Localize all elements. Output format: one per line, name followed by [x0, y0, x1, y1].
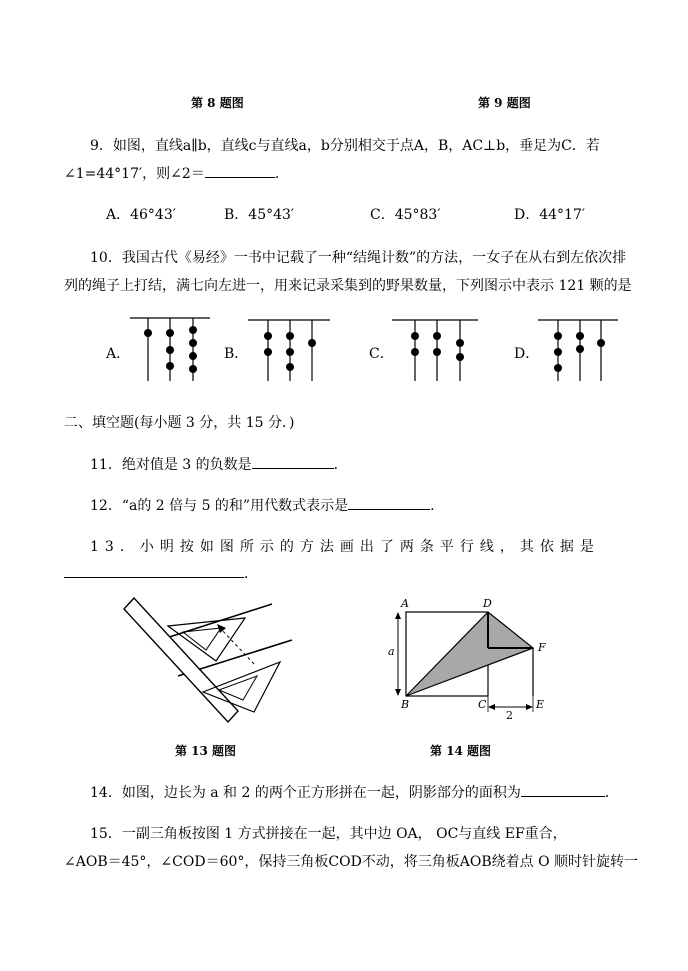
fig14-label-d: D — [483, 597, 492, 610]
q14-end: ． — [604, 785, 619, 801]
q9-option-b: B．45°43′ — [224, 207, 295, 223]
fig14-label-f: F — [538, 641, 546, 654]
q11-text: 11．绝对值是 3 的负数是 — [90, 457, 252, 473]
q10-line2: 列的绳子上打结，满七向左进一，用来记录采集到的野果数量，下列图示中表示 121 颗的是 — [64, 278, 632, 294]
q13-end: ． — [244, 566, 258, 582]
section-2-heading: 二、填空题(每小题 3 分，共 15 分．) — [64, 415, 295, 431]
fig14-label-a: A — [401, 597, 409, 610]
q9-line2-end: ． — [274, 166, 289, 182]
q9-option-d: D．44°17′ — [514, 207, 586, 223]
fig14-label-b: B — [401, 698, 410, 711]
fig14-label-e: E — [536, 698, 545, 711]
fig14-label-c: C — [478, 698, 487, 711]
q14-answer-blank — [521, 796, 605, 797]
q9-option-a: A．46°43′ — [106, 207, 176, 223]
q14-text: 14．如图，边长为 a 和 2 的两个正方形拼在一起，阴影部分的面积为 — [90, 785, 521, 801]
q10-option-a-label: A． — [106, 346, 131, 362]
q12-end: ． — [430, 498, 445, 514]
q15-line2: ∠AOB＝45°，∠COD＝60°，保持三角板COD不动，将三角板AOB绕着点 O 顺时针旋转一 — [64, 854, 639, 870]
q10-option-c-label: C． — [369, 346, 394, 362]
q15-line1: 15．一副三角板按图 1 方式拼接在一起，其中边 OA， OC与直线 EF重合， — [90, 826, 567, 842]
figure-13-caption: 第 13 题图 — [175, 744, 237, 758]
figure-14-caption: 第 14 题图 — [430, 744, 492, 758]
q11-end: ． — [333, 457, 348, 473]
q13-line1: 13．小明按如图所示的方法画出了两条平行线，其依据是 — [90, 539, 600, 555]
fig14-label-side-a: a — [388, 645, 395, 658]
q9-line2-text: ∠1=44°17′，则∠2＝ — [64, 166, 205, 182]
q9-line1: 9．如图，直线a∥b，直线c与直线a，b分别相交于点A，B，AC⊥b，垂足为C．若 — [90, 138, 600, 154]
q10-option-b-label: B． — [224, 346, 249, 362]
q12-text: 12．“a的 2 倍与 5 的和”用代数式表示是 — [90, 498, 349, 514]
q14 — [90, 782, 619, 802]
figure-8-caption: 第 8 题图 — [191, 96, 244, 110]
figure-9-caption: 第 9 题图 — [478, 96, 531, 110]
fig14-label-two: 2 — [506, 709, 513, 722]
q10-option-d-label: D． — [514, 346, 540, 362]
q9-option-c: C．45°83′ — [370, 207, 441, 223]
q10-line1: 10．我国古代《易经》一书中记载了一种“结绳计数”的方法，一女子在从右到左依次排 — [90, 250, 627, 266]
